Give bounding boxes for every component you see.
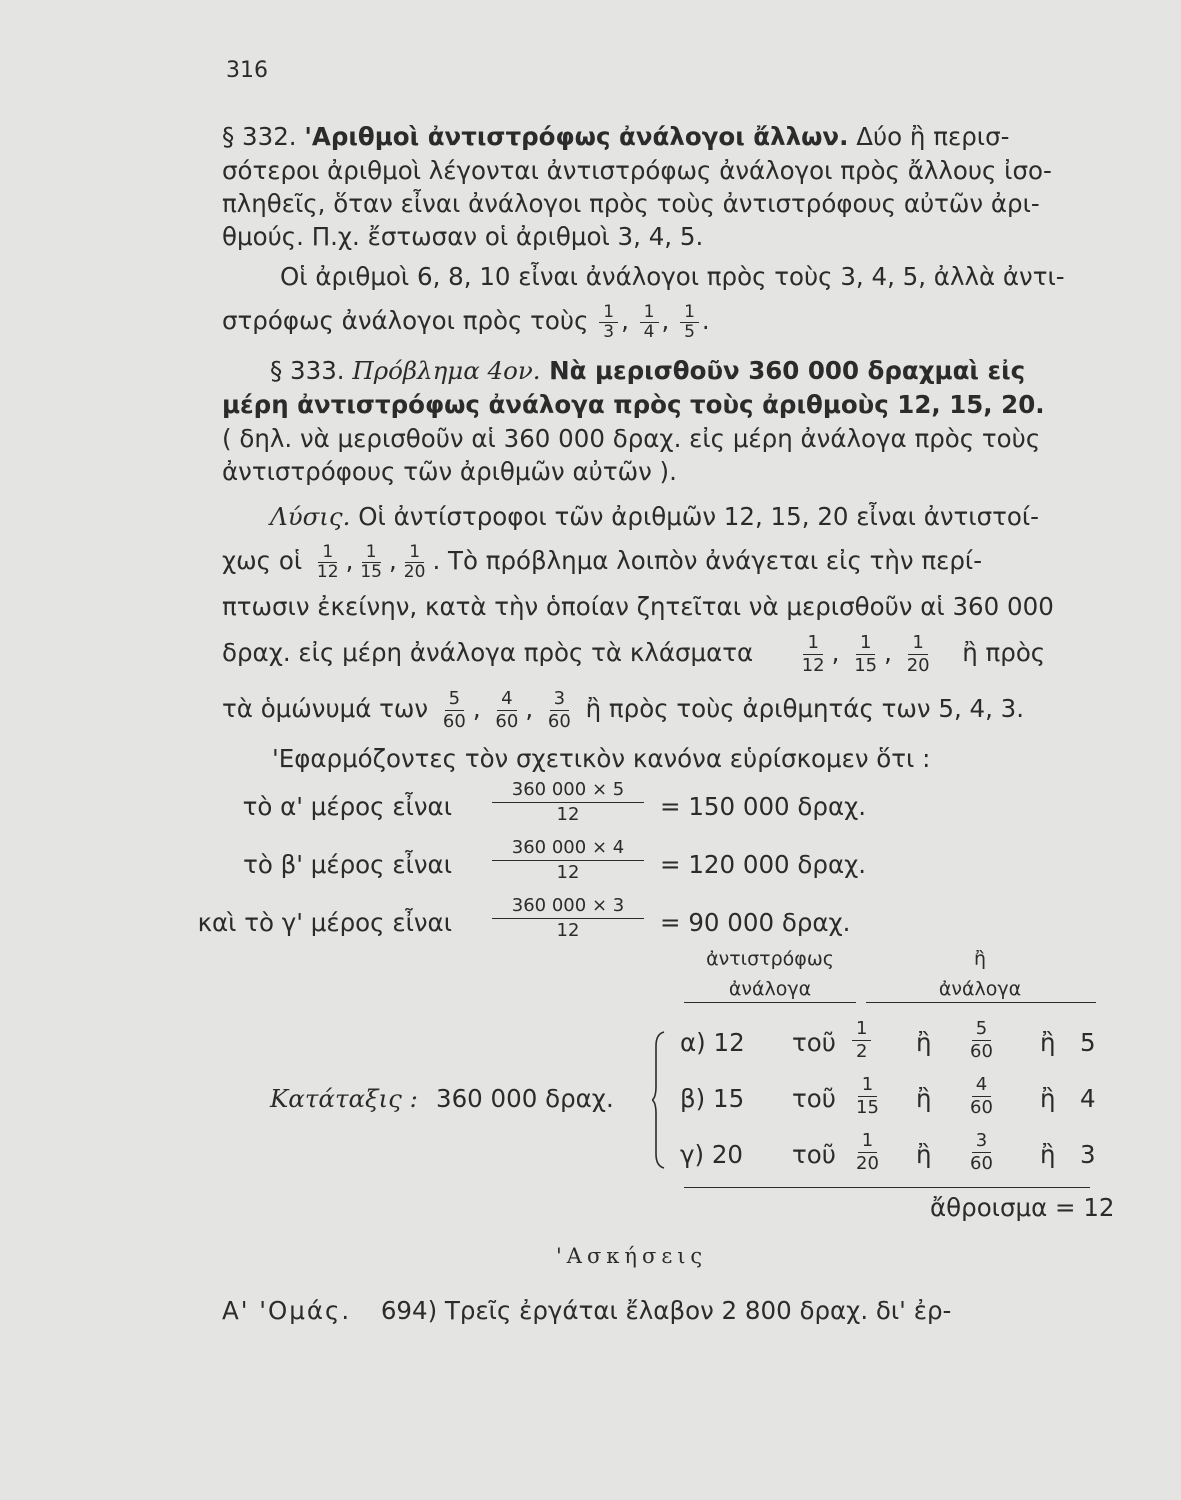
s333-line-2: μέρη ἀντιστρόφως ἀνάλογα πρὸς τοὺς ἀριθμοὺς 12, 15, 20. xyxy=(222,390,1045,419)
s332-number: § 332. xyxy=(222,122,305,151)
fraction-1-20: $\frac{1}{20}$ xyxy=(403,541,426,582)
fraction-1-15: $\frac{1}{15}$ xyxy=(360,541,382,582)
fraction-1-12b: $\frac{1}{12}$ xyxy=(801,631,825,676)
fraction-5-60: $\frac{5}{60}$ xyxy=(442,687,466,732)
table-sum: ἄθροισμα = 12 xyxy=(930,1193,1115,1222)
sum-rule xyxy=(684,1187,1090,1188)
solution-line-2b: . Τὸ πρόβλημα λοιπὸν ἀνάγεται εἰς τὴν περί- xyxy=(432,546,983,575)
s333-line-4: ἀντιστρόφους τῶν ἀριθμῶν αὐτῶν ). xyxy=(222,457,677,486)
s332-line-1-rest: Δύο ἢ περισ- xyxy=(848,122,1010,151)
row-last: 5 xyxy=(1080,1028,1096,1057)
row-fraction: 1 2 xyxy=(852,1018,871,1063)
solution-line-1-text: Οἱ ἀντίστροφοι τῶν ἀριθμῶν 12, 15, 20 εἶναι ἀντιστοί- xyxy=(350,502,1039,531)
s333-line-1 xyxy=(222,356,1152,386)
table-amount: 360 000 δραχ. xyxy=(436,1084,614,1113)
solution-line-5: τὰ ὁμώνυμά των $\frac{5}{60}$ , $\frac{4}{60}$ , $\frac{3}{60}$ ἢ πρὸς τοὺς ἀριθμητάς των 5, 4, 3. xyxy=(222,687,1025,732)
calc-fraction-c: $\frac{360 000 \times 3}{12}$ xyxy=(492,894,644,943)
header-col-2: ἢ ἀνάλογα xyxy=(938,948,1022,1000)
exercise-group: Α' 'Ομάς. xyxy=(222,1296,352,1325)
exercises-title: 'Ασκήσεις xyxy=(556,1244,708,1268)
row-or-2: ἢ xyxy=(1040,1028,1056,1057)
header-col-1: ἀντιστρόφως ἀνάλογα xyxy=(706,948,834,1000)
fraction-1-20b: $\frac{1}{20}$ xyxy=(906,631,930,676)
row-tag: γ) 20 xyxy=(680,1140,744,1169)
table-row xyxy=(0,1130,1181,1188)
s332-line-6: στρόφως ἀνάλογοι πρὸς τοὺς $\frac{1}{3}$ , $\frac{1}{4}$ , $\frac{1}{5}$ . xyxy=(222,301,710,342)
page-number: 316 xyxy=(226,58,268,83)
row-fraction: 1 20 xyxy=(856,1130,879,1174)
fraction-3-60: $\frac{3}{60}$ xyxy=(547,687,571,732)
calc-label-c: καὶ τὸ γ' μέρος εἶναι xyxy=(197,908,452,937)
solution-line-3: πτωσιν ἐκείνην, κατὰ τὴν ὁποίαν ζητεῖται νὰ μερισθοῦν αἱ 360 000 xyxy=(222,592,1054,621)
exercise-line xyxy=(222,1296,1152,1326)
s333-problem: Πρόβλημα 4ον. xyxy=(352,356,541,385)
solution-label: Λύσις. xyxy=(270,502,351,531)
row-last: 4 xyxy=(1080,1084,1096,1113)
solution-line-2: χως οἱ $\frac{1}{12}$ , $\frac{1}{15}$ , $\frac{1}{20}$ . Τὸ πρόβλημα λοιπὸν ἀνάγεται εἰς τὴν περί- xyxy=(222,541,983,582)
table-label: Κατάταξις : xyxy=(270,1084,418,1113)
fraction-1-12: $\frac{1}{12}$ xyxy=(316,541,339,582)
calc-fraction-a: $\frac{360 000 \times 5}{12}$ xyxy=(492,778,644,827)
row-tou: τοῦ xyxy=(792,1084,836,1113)
row-or-2: ἢ xyxy=(1040,1140,1056,1169)
s333-number: § 333. xyxy=(270,356,353,385)
row-fraction: 1 15 xyxy=(856,1074,879,1118)
row-tag: β) 15 xyxy=(680,1084,745,1113)
solution-line-6: 'Εφαρμόζοντες τὸν σχετικὸν κανόνα εὑρίσκομεν ὅτι : xyxy=(272,744,931,773)
solution-line-4b: ἢ πρὸς xyxy=(962,638,1046,667)
s332-line-2: σότεροι ἀριθμοὶ λέγονται ἀντιστρόφως ἀνάλογοι πρὸς ἄλλους ἰσο- xyxy=(222,156,1052,185)
calc-row-a xyxy=(0,778,1181,832)
header-rule-1 xyxy=(684,1002,856,1003)
fraction-4-60: $\frac{4}{60}$ xyxy=(495,687,519,732)
row-or-1: ἢ xyxy=(916,1140,932,1169)
fraction-1-5: $\frac{1}{5}$ xyxy=(680,303,699,342)
solution-line-2a: χως οἱ xyxy=(222,546,303,575)
s332-line-1 xyxy=(222,122,1152,152)
fraction-1-4: $\frac{1}{4}$ xyxy=(640,303,659,342)
calc-fraction-b: $\frac{360 000 \times 4}{12}$ xyxy=(492,836,644,885)
calc-row-c xyxy=(0,894,1181,948)
calc-result-c: = 90 000 δραχ. xyxy=(660,908,851,937)
row-tou: τοῦ xyxy=(792,1028,836,1057)
row-last: 3 xyxy=(1080,1140,1096,1169)
row-sixtieth: 3 60 xyxy=(970,1130,993,1174)
s332-line-4: θμούς. Π.χ. ἔστωσαν οἱ ἀριθμοὶ 3, 4, 5. xyxy=(222,222,704,251)
calc-label-b: τὸ β' μέρος εἶναι xyxy=(243,850,452,879)
row-tag: α) 12 xyxy=(680,1028,745,1057)
fraction-1-3: $\frac{1}{3}$ xyxy=(599,303,618,342)
row-sixtieth: 4 60 xyxy=(970,1074,993,1118)
solution-line-5a: τὰ ὁμώνυμά των xyxy=(222,694,429,723)
solution-line-1 xyxy=(222,502,1152,532)
calc-result-b: = 120 000 δραχ. xyxy=(660,850,867,879)
exercise-text: 694) Τρεῖς ἐργάται ἔλαβον 2 800 δραχ. δι' ἐρ- xyxy=(380,1296,952,1325)
s332-heading: 'Αριθμοὶ ἀντιστρόφως ἀνάλογοι ἄλλων. xyxy=(304,122,849,151)
solution-line-4a: δραχ. εἰς μέρη ἀνάλογα πρὸς τὰ κλάσματα xyxy=(222,638,754,667)
solution-line-5b: ἢ πρὸς τοὺς ἀριθμητάς των 5, 4, 3. xyxy=(585,694,1025,723)
calc-label-a: τὸ α' μέρος εἶναι xyxy=(242,792,452,821)
s333-line-3: ( δηλ. νὰ μερισθοῦν αἱ 360 000 δραχ. εἰς μέρη ἀνάλογα πρὸς τοὺς xyxy=(222,424,1041,453)
calc-result-a: = 150 000 δραχ. xyxy=(660,792,867,821)
row-or-1: ἢ xyxy=(916,1028,932,1057)
row-sixtieth: 5 60 xyxy=(970,1018,993,1062)
header-rule-2 xyxy=(866,1002,1096,1003)
s332-line-6-text: στρόφως ἀνάλογοι πρὸς τοὺς xyxy=(222,306,589,335)
s332-line-3: πληθεῖς, ὅταν εἶναι ἀνάλογοι πρὸς τοὺς ἀντιστρόφους αὐτῶν ἀρι- xyxy=(222,189,1040,218)
table-row xyxy=(0,1018,1181,1076)
s333-bold-1: Νὰ μερισθοῦν 360 000 δραχμαὶ εἰς xyxy=(540,356,1026,385)
fraction-1-15b: $\frac{1}{15}$ xyxy=(854,631,878,676)
s332-line-5: Οἱ ἀριθμοὶ 6, 8, 10 εἶναι ἀνάλογοι πρὸς τοὺς 3, 4, 5, ἀλλὰ ἀντι- xyxy=(280,262,1065,291)
solution-line-4: δραχ. εἰς μέρη ἀνάλογα πρὸς τὰ κλάσματα $\frac{1}{12}$ , $\frac{1}{15}$ , $\frac{1}{20}$ ἢ πρὸς xyxy=(222,631,1046,676)
table-row xyxy=(0,1074,1181,1132)
calc-row-b xyxy=(0,836,1181,890)
row-or-1: ἢ xyxy=(916,1084,932,1113)
row-tou: τοῦ xyxy=(792,1140,836,1169)
row-or-2: ἢ xyxy=(1040,1084,1056,1113)
